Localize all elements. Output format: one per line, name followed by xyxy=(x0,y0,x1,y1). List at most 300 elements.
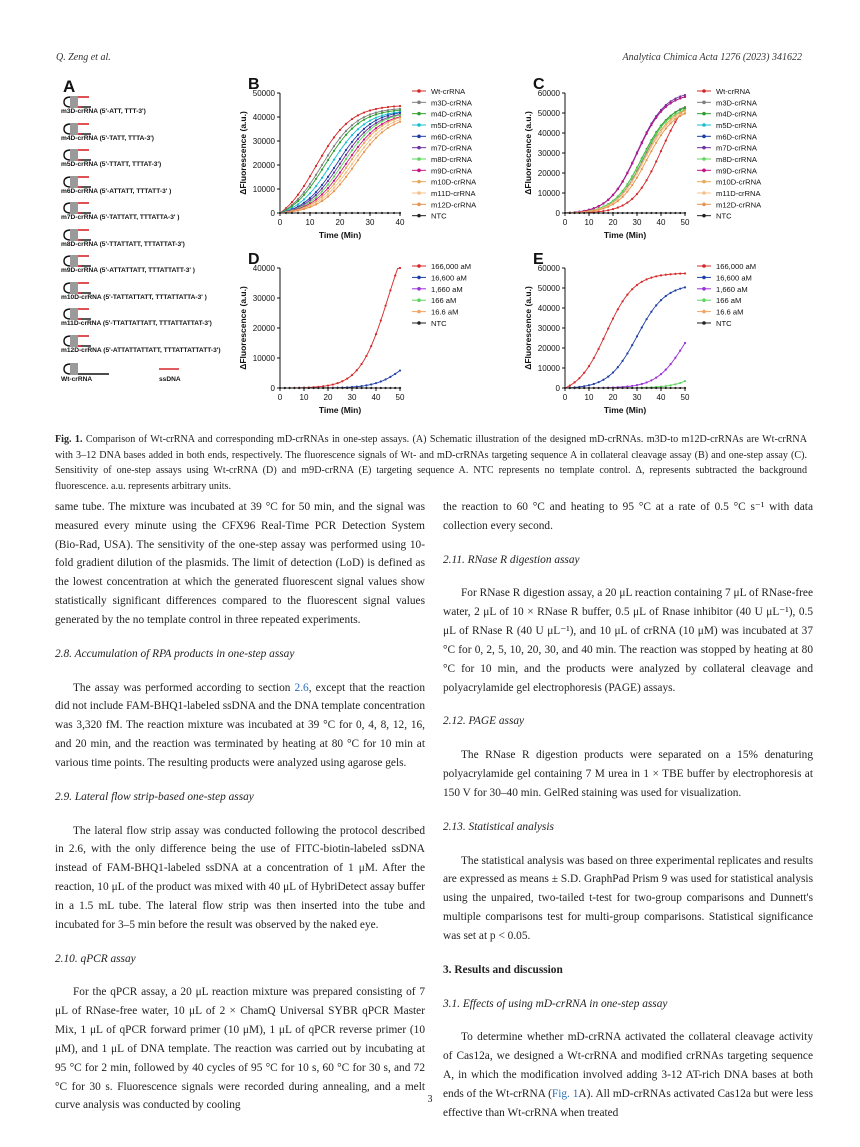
legend-label: m5D-crRNA xyxy=(716,121,757,130)
crrna-hairpin-icon xyxy=(61,95,121,109)
chart-d xyxy=(235,250,515,425)
data-point xyxy=(369,129,371,131)
data-point xyxy=(297,210,299,212)
data-point xyxy=(303,212,305,214)
legend-label: 1,660 aM xyxy=(431,284,463,294)
data-point xyxy=(327,180,329,182)
data-point xyxy=(564,387,566,389)
legend-label: Wt-crRNA xyxy=(431,87,466,96)
data-point xyxy=(593,212,595,214)
paragraph: the reaction to 60 °C and heating to 95 °C at a rate of 0.5 °C s⁻¹ with data collection every second. xyxy=(443,501,813,532)
data-point xyxy=(636,387,638,389)
legend-marker xyxy=(417,112,421,116)
data-point xyxy=(679,95,681,97)
data-point xyxy=(660,134,662,136)
crrna-hairpin-icon xyxy=(61,307,121,321)
data-point xyxy=(399,212,401,214)
x-axis-label: Time (Min) xyxy=(318,405,362,415)
data-point xyxy=(636,335,638,337)
legend-marker xyxy=(702,321,706,325)
data-point xyxy=(641,281,643,283)
y-tick-label: 50000 xyxy=(252,89,275,98)
data-point xyxy=(369,109,371,111)
y-tick-label: 50000 xyxy=(537,109,560,118)
data-point xyxy=(387,117,389,119)
data-point xyxy=(380,319,382,321)
data-point xyxy=(327,187,329,189)
legend-marker xyxy=(702,298,706,302)
data-point xyxy=(660,387,662,389)
x-tick-label: 30 xyxy=(347,393,357,402)
legend-marker xyxy=(417,276,421,280)
data-point xyxy=(361,387,363,389)
data-point xyxy=(337,387,339,389)
figure-1 xyxy=(55,75,805,415)
data-point xyxy=(655,275,657,277)
crrna-item xyxy=(61,175,246,201)
data-point xyxy=(279,387,281,389)
data-point xyxy=(321,177,323,179)
legend-label: 166,000 aM xyxy=(716,262,757,271)
data-point xyxy=(345,123,347,125)
data-point xyxy=(679,273,681,275)
data-point xyxy=(684,112,686,114)
data-point xyxy=(339,171,341,173)
data-point xyxy=(607,387,609,389)
running-journal: Analytica Chimica Acta 1276 (2023) 341622 xyxy=(622,52,802,63)
data-point xyxy=(393,121,395,123)
data-point xyxy=(684,380,686,382)
data-point xyxy=(665,369,667,371)
data-point xyxy=(650,146,652,148)
legend-label: NTC xyxy=(716,319,732,328)
data-point xyxy=(607,375,609,377)
legend-marker xyxy=(702,169,706,173)
data-point xyxy=(631,162,633,164)
data-point xyxy=(357,212,359,214)
series-line xyxy=(565,97,685,213)
x-tick-label: 0 xyxy=(277,218,283,227)
data-point xyxy=(650,311,652,313)
data-point xyxy=(660,126,662,128)
paragraph: The lateral flow strip assay was conducted following the protocol described in 2.6, with the only difference being the use of FITC-biotin-labeled ssDNA instead of FAM-BHQ1-labeled ssDNA at a concentration of 1 μM. After the reaction, 10 μL of the product was mixed with 40 μL of HybriDetect assay buffer in a 1.5 mL tube. The lateral flow strip was then inserted into the tube and incubated for 3–5 min before the result was observed by the naked eye. xyxy=(55,824,425,931)
y-tick-label: 60000 xyxy=(537,264,560,273)
data-point xyxy=(363,134,365,136)
data-point xyxy=(317,387,319,389)
data-point xyxy=(622,193,624,195)
data-point xyxy=(583,212,585,214)
figure-caption xyxy=(55,432,807,495)
data-point xyxy=(394,373,396,375)
data-point xyxy=(684,342,686,344)
x-tick-label: 10 xyxy=(584,218,594,227)
data-point xyxy=(612,317,614,319)
x-tick-label: 40 xyxy=(656,393,666,402)
data-point xyxy=(351,149,353,151)
crrna-label: m11D-crRNA (5'-TTATTATTATT, TTTATTATTAT-3') xyxy=(61,320,212,327)
data-point xyxy=(660,131,662,133)
legend-label: m4D-crRNA xyxy=(431,109,472,119)
data-point xyxy=(315,203,317,205)
legend-marker xyxy=(417,321,421,325)
data-point xyxy=(369,123,371,125)
data-point xyxy=(569,387,571,389)
data-point xyxy=(602,379,604,381)
data-point xyxy=(327,168,329,170)
data-point xyxy=(636,167,638,169)
data-point xyxy=(650,140,652,142)
data-point xyxy=(670,212,672,214)
data-point xyxy=(631,288,633,290)
legend-marker xyxy=(417,214,421,218)
data-point xyxy=(631,198,633,200)
data-point xyxy=(321,155,323,157)
data-point xyxy=(357,123,359,125)
data-point xyxy=(646,212,648,214)
legend-marker xyxy=(417,180,421,184)
y-tick-label: 40000 xyxy=(252,264,275,273)
data-point xyxy=(375,108,377,110)
legend-label: m6D-crRNA xyxy=(431,132,472,142)
data-point xyxy=(665,385,667,387)
legend-label: 16,600 aM xyxy=(716,273,752,283)
data-point xyxy=(626,187,628,189)
data-point xyxy=(321,212,323,214)
data-point xyxy=(674,99,676,101)
data-point xyxy=(370,383,372,385)
data-point xyxy=(612,208,614,210)
data-point xyxy=(303,387,305,389)
legend-marker xyxy=(417,135,421,139)
data-point xyxy=(665,140,667,142)
x-tick-label: 10 xyxy=(299,393,309,402)
data-point xyxy=(393,123,395,125)
data-point xyxy=(375,382,377,384)
data-point xyxy=(674,383,676,385)
crrna-hairpin-icon xyxy=(61,122,121,136)
data-point xyxy=(351,134,353,136)
data-point xyxy=(351,154,353,156)
crrna-hairpin-icon xyxy=(61,148,121,162)
legend-label: m7D-crRNA xyxy=(716,143,757,153)
crrna-item xyxy=(61,334,246,360)
data-point xyxy=(369,119,371,121)
data-point xyxy=(351,374,353,376)
y-tick-label: 30000 xyxy=(537,324,560,333)
data-point xyxy=(393,119,395,121)
y-tick-label: 0 xyxy=(555,384,560,393)
data-point xyxy=(617,196,619,198)
data-point xyxy=(655,160,657,162)
legend-label: m3D-crRNA xyxy=(431,98,472,108)
data-point xyxy=(622,300,624,302)
data-point xyxy=(375,333,377,335)
data-point xyxy=(303,191,305,193)
data-point xyxy=(636,172,638,174)
data-point xyxy=(375,137,377,139)
data-point xyxy=(622,181,624,183)
legend-marker xyxy=(417,101,421,105)
data-point xyxy=(617,188,619,190)
chart-e xyxy=(520,250,800,425)
data-point xyxy=(670,292,672,294)
data-point xyxy=(674,97,676,99)
data-point xyxy=(321,190,323,192)
data-point xyxy=(387,127,389,129)
data-point xyxy=(583,387,585,389)
data-point xyxy=(631,344,633,346)
data-point xyxy=(285,212,287,214)
data-point xyxy=(607,199,609,201)
legend-label: NTC xyxy=(716,211,732,221)
data-point xyxy=(303,185,305,187)
y-tick-label: 60000 xyxy=(537,89,560,98)
figure-link[interactable]: Fig. 1 xyxy=(551,1087,579,1100)
data-point xyxy=(665,121,667,123)
data-point xyxy=(309,212,311,214)
data-point xyxy=(357,120,359,122)
data-point xyxy=(636,152,638,154)
data-point xyxy=(370,345,372,347)
data-point xyxy=(375,124,377,126)
data-point xyxy=(670,273,672,275)
paragraph: The statistical analysis was based on three experimental replicates and results are expressed as means ± S.D. GraphPad Prism 9 was used for statistical analysis using the unpaired, two-tailed t-test for two-group comparisons and Dunnett's multiple comparisons test for multi-group comparisons. Statistical significance was set at p < 0.05. xyxy=(443,854,813,942)
series-line xyxy=(565,95,685,213)
data-point xyxy=(626,172,628,174)
data-point xyxy=(612,371,614,373)
legend-marker xyxy=(417,287,421,291)
data-point xyxy=(315,194,317,196)
y-tick-label: 20000 xyxy=(537,344,560,353)
legend-label: m4D-crRNA xyxy=(716,109,757,119)
data-point xyxy=(574,381,576,383)
data-point xyxy=(303,198,305,200)
crrna-hairpin-icon xyxy=(61,175,121,189)
data-point xyxy=(650,150,652,152)
data-point xyxy=(315,191,317,193)
data-point xyxy=(369,139,371,141)
data-point xyxy=(650,387,652,389)
legend-marker xyxy=(702,310,706,314)
data-point xyxy=(665,295,667,297)
data-point xyxy=(387,114,389,116)
data-point xyxy=(617,200,619,202)
data-point xyxy=(399,105,401,107)
data-point xyxy=(345,154,347,156)
x-tick-label: 0 xyxy=(562,393,568,402)
data-point xyxy=(679,115,681,117)
data-point xyxy=(626,202,628,204)
data-point xyxy=(357,150,359,152)
data-point xyxy=(346,378,348,380)
data-point xyxy=(380,380,382,382)
data-point xyxy=(684,286,686,288)
legend-label: NTC xyxy=(431,211,447,221)
data-point xyxy=(655,377,657,379)
legend-label: m7D-crRNA xyxy=(431,143,472,153)
data-point xyxy=(284,387,286,389)
data-point xyxy=(626,191,628,193)
page-number: 3 xyxy=(427,1094,433,1105)
y-tick-label: 0 xyxy=(270,209,275,218)
crrna-item xyxy=(61,228,246,254)
data-point xyxy=(279,212,281,214)
data-point xyxy=(327,193,329,195)
data-point xyxy=(665,128,667,130)
data-point xyxy=(631,385,633,387)
data-point xyxy=(574,387,576,389)
legend-marker xyxy=(702,101,706,105)
data-point xyxy=(321,198,323,200)
data-point xyxy=(369,212,371,214)
y-tick-label: 10000 xyxy=(252,185,275,194)
data-point xyxy=(593,357,595,359)
data-point xyxy=(333,150,335,152)
data-point xyxy=(357,154,359,156)
data-point xyxy=(674,289,676,291)
data-point xyxy=(617,212,619,214)
data-point xyxy=(679,212,681,214)
section-link[interactable]: 2.6 xyxy=(294,681,309,694)
legend-marker xyxy=(417,191,421,195)
series-line xyxy=(565,114,685,213)
data-point xyxy=(393,110,395,112)
data-point xyxy=(385,387,387,389)
data-point xyxy=(339,141,341,143)
legend-label: 166 aM xyxy=(716,296,742,306)
data-point xyxy=(298,387,300,389)
legend-label: m3D-crRNA xyxy=(716,98,757,108)
section-heading-3: 3. Results and discussion xyxy=(443,963,563,976)
data-point xyxy=(333,136,335,138)
data-point xyxy=(380,387,382,389)
legend-wt-label: Wt-crRNA xyxy=(61,376,93,383)
y-tick-label: 20000 xyxy=(537,169,560,178)
data-point xyxy=(309,206,311,208)
crrna-item xyxy=(61,122,246,148)
data-point xyxy=(327,384,329,386)
data-point xyxy=(381,107,383,109)
section-heading-2-13: 2.13. Statistical analysis xyxy=(443,820,554,833)
data-point xyxy=(655,142,657,144)
panel-letter: D xyxy=(248,251,260,268)
y-tick-label: 10000 xyxy=(537,189,560,198)
data-point xyxy=(345,141,347,143)
data-point xyxy=(365,384,367,386)
legend-label: m6D-crRNA xyxy=(716,132,757,142)
data-point xyxy=(345,176,347,178)
y-tick-label: 40000 xyxy=(537,304,560,313)
legend-label: m9D-crRNA xyxy=(431,166,472,176)
data-point xyxy=(607,206,609,208)
data-point xyxy=(670,122,672,124)
data-point xyxy=(333,175,335,177)
data-point xyxy=(393,212,395,214)
series-line xyxy=(280,112,400,213)
data-point xyxy=(631,387,633,389)
data-point xyxy=(291,212,293,214)
data-point xyxy=(327,387,329,389)
data-point xyxy=(297,194,299,196)
data-point xyxy=(327,176,329,178)
data-point xyxy=(345,149,347,151)
data-point xyxy=(345,212,347,214)
data-point xyxy=(327,190,329,192)
data-point xyxy=(670,384,672,386)
data-point xyxy=(670,102,672,104)
data-point xyxy=(363,128,365,130)
data-point xyxy=(351,118,353,120)
data-point xyxy=(369,132,371,134)
data-point xyxy=(333,167,335,169)
section-heading-2-8: 2.8. Accumulation of RPA products in one-step assay xyxy=(55,647,295,660)
x-tick-label: 20 xyxy=(608,218,618,227)
data-point xyxy=(679,109,681,111)
x-axis-label: Time (Min) xyxy=(318,230,362,240)
crrna-label: m9D-crRNA (5'-ATTATTATT, TTTATTATT-3' ) xyxy=(61,267,196,274)
data-point xyxy=(399,369,401,371)
data-point xyxy=(646,159,648,161)
data-point xyxy=(381,131,383,133)
data-point xyxy=(626,352,628,354)
paragraph: The RNase R digestion products were separated on a 15% denaturing polyacrylamide gel containing 7 M urea in 1 × TBE buffer by electrophoresis at 150 V for 30–40 min. GelRed staining was used for visualization. xyxy=(443,749,813,799)
data-point xyxy=(339,129,341,131)
data-point xyxy=(293,387,295,389)
data-point xyxy=(636,384,638,386)
y-axis-label: ΔFluorescence (a.u.) xyxy=(523,111,533,195)
data-point xyxy=(569,212,571,214)
data-point xyxy=(363,131,365,133)
data-point xyxy=(339,180,341,182)
data-point xyxy=(593,210,595,212)
data-point xyxy=(351,212,353,214)
data-point xyxy=(394,387,396,389)
data-point xyxy=(650,212,652,214)
data-point xyxy=(617,366,619,368)
data-point xyxy=(357,138,359,140)
data-point xyxy=(315,165,317,167)
data-point xyxy=(684,107,686,109)
data-point xyxy=(602,387,604,389)
data-point xyxy=(289,387,291,389)
data-point xyxy=(665,212,667,214)
legend-ssdna-label: ssDNA xyxy=(159,376,181,383)
data-point xyxy=(315,178,317,180)
x-tick-label: 20 xyxy=(323,393,333,402)
y-tick-label: 0 xyxy=(555,209,560,218)
data-point xyxy=(641,387,643,389)
legend-label: m9D-crRNA xyxy=(716,166,757,176)
crrna-label: m10D-crRNA (5'-TATTATTATT, TTTATTATTA-3' ) xyxy=(61,293,207,301)
crrna-label: m12D-crRNA (5'-ATTATTATTATT, TTTATTATTATT-3') xyxy=(61,346,221,354)
x-tick-label: 40 xyxy=(656,218,666,227)
data-point xyxy=(598,387,600,389)
data-point xyxy=(297,212,299,214)
legend-marker xyxy=(702,157,706,161)
data-point xyxy=(327,212,329,214)
section-heading-3-1: 3.1. Effects of using mD-crRNA in one-step assay xyxy=(443,997,668,1010)
data-point xyxy=(655,304,657,306)
data-point xyxy=(646,387,648,389)
data-point xyxy=(363,119,365,121)
paragraph: For RNase R digestion assay, a 20 μL reaction containing 7 μL of RNase-free water, 2 μL of 10 × RNase R buffer, 0.5 μL of Rnase inhibitor (40 U μL⁻¹), 0.5 μL of RNase R (40 U μL⁻¹), and 10 μL of crRNA (10 μM) was incubated at 37 °C for 0, 2, 5, 10, 20, 30, and 40 min. The reaction was stopped by heating at 80 °C for 10 min, and the products were analyzed by collateral cleavage and polyacrylamide gel electrophoresis (PAGE) assays. xyxy=(443,587,813,694)
data-point xyxy=(381,128,383,130)
data-point xyxy=(660,299,662,301)
data-point xyxy=(622,190,624,192)
legend-marker xyxy=(417,298,421,302)
data-point xyxy=(612,203,614,205)
data-point xyxy=(351,158,353,160)
